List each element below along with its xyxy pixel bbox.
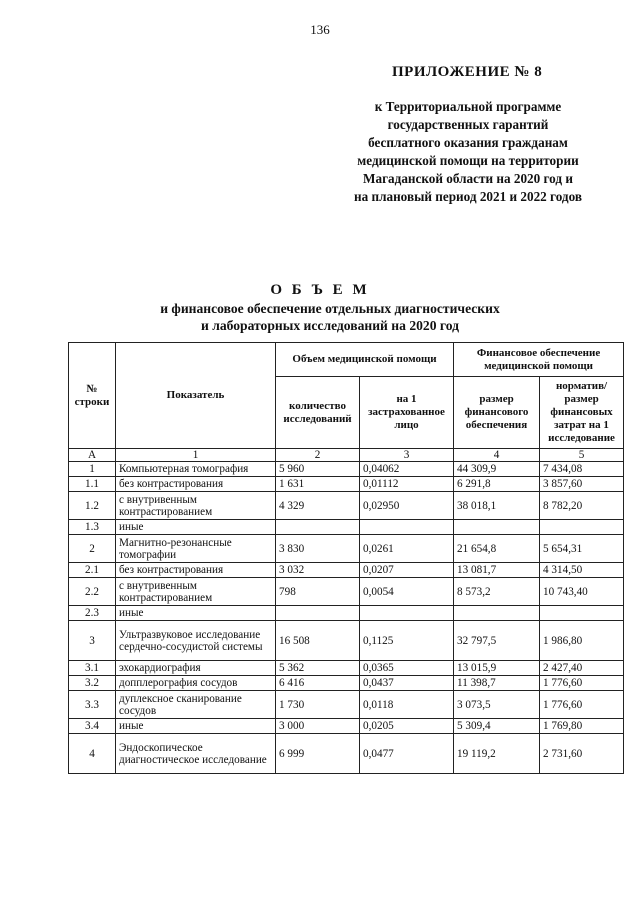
row-label: иные xyxy=(116,719,276,734)
quantity-cell: 5 960 xyxy=(276,462,360,477)
amount-cell: 13 081,7 xyxy=(454,563,540,578)
row-label: Магнитно-резонансные томографии xyxy=(116,535,276,563)
norm-cell: 2 731,60 xyxy=(540,734,624,774)
quantity-cell: 4 329 xyxy=(276,492,360,520)
table-row xyxy=(69,492,624,520)
row-number: 3.3 xyxy=(69,691,116,719)
norm-cell xyxy=(540,606,624,621)
table-row xyxy=(69,563,624,578)
quantity-cell: 6 999 xyxy=(276,734,360,774)
appendix-line: бесплатного оказания гражданам xyxy=(368,135,568,150)
row-label: без контрастирования xyxy=(116,563,276,578)
quantity-cell xyxy=(276,606,360,621)
quantity-cell: 3 830 xyxy=(276,535,360,563)
quantity-cell: 3 032 xyxy=(276,563,360,578)
norm-cell: 8 782,20 xyxy=(540,492,624,520)
per-insured-cell: 0,0205 xyxy=(360,719,454,734)
quantity-cell: 1 631 xyxy=(276,477,360,492)
amount-cell: 19 119,2 xyxy=(454,734,540,774)
data-table xyxy=(68,342,624,774)
table-row xyxy=(69,535,624,563)
amount-cell xyxy=(454,606,540,621)
header-per-insured: на 1 застрахованное лицо xyxy=(360,377,454,449)
norm-cell: 1 776,60 xyxy=(540,691,624,719)
amount-cell: 38 018,1 xyxy=(454,492,540,520)
amount-cell: 5 309,4 xyxy=(454,719,540,734)
index-cell: 4 xyxy=(454,449,540,462)
appendix-line: медицинской помощи на территории xyxy=(357,153,579,168)
table-row xyxy=(69,661,624,676)
per-insured-cell: 0,0207 xyxy=(360,563,454,578)
table-row xyxy=(69,734,624,774)
table-row xyxy=(69,606,624,621)
row-number: 3.1 xyxy=(69,661,116,676)
row-number: 4 xyxy=(69,734,116,774)
quantity-cell: 3 000 xyxy=(276,719,360,734)
table-row xyxy=(69,462,624,477)
per-insured-cell: 0,04062 xyxy=(360,462,454,477)
row-label: без контрастирования xyxy=(116,477,276,492)
appendix-line: на плановый период 2021 и 2022 годов xyxy=(354,189,582,204)
amount-cell: 6 291,8 xyxy=(454,477,540,492)
table-row xyxy=(69,520,624,535)
amount-cell: 3 073,5 xyxy=(454,691,540,719)
subtitle-line: и финансовое обеспечение отдельных диагностических xyxy=(160,301,500,316)
norm-cell: 1 776,60 xyxy=(540,676,624,691)
document-title: О Б Ъ Е М xyxy=(270,282,370,298)
row-label: Компьютерная томография xyxy=(116,462,276,477)
row-number: 1.2 xyxy=(69,492,116,520)
per-insured-cell xyxy=(360,520,454,535)
document-subtitle xyxy=(120,300,540,334)
row-label: дуплексное сканирование сосудов xyxy=(116,691,276,719)
index-cell: А xyxy=(69,449,116,462)
per-insured-cell: 0,0054 xyxy=(360,578,454,606)
per-insured-cell: 0,01112 xyxy=(360,477,454,492)
page-number: 136 xyxy=(310,22,330,37)
header-norm: норматив/размер финансовых затрат на 1 исследование xyxy=(540,377,624,449)
quantity-cell: 798 xyxy=(276,578,360,606)
amount-cell: 21 654,8 xyxy=(454,535,540,563)
index-cell: 5 xyxy=(540,449,624,462)
index-row xyxy=(69,449,624,462)
appendix-line: Магаданской области на 2020 год и xyxy=(363,171,573,186)
per-insured-cell: 0,0118 xyxy=(360,691,454,719)
table-row xyxy=(69,719,624,734)
row-number: 2 xyxy=(69,535,116,563)
index-cell: 3 xyxy=(360,449,454,462)
appendix-title: ПРИЛОЖЕНИЕ № 8 xyxy=(392,64,543,80)
index-cell: 1 xyxy=(116,449,276,462)
row-number: 2.1 xyxy=(69,563,116,578)
norm-cell: 5 654,31 xyxy=(540,535,624,563)
per-insured-cell: 0,0477 xyxy=(360,734,454,774)
per-insured-cell: 0,1125 xyxy=(360,621,454,661)
row-number: 3.2 xyxy=(69,676,116,691)
norm-cell: 7 434,08 xyxy=(540,462,624,477)
quantity-cell: 1 730 xyxy=(276,691,360,719)
amount-cell: 8 573,2 xyxy=(454,578,540,606)
quantity-cell xyxy=(276,520,360,535)
norm-cell: 4 314,50 xyxy=(540,563,624,578)
norm-cell: 10 743,40 xyxy=(540,578,624,606)
row-label: с внутривенным контрастированием xyxy=(116,578,276,606)
row-label: Эндоскопическое диагностическое исследование xyxy=(116,734,276,774)
per-insured-cell: 0,0261 xyxy=(360,535,454,563)
norm-cell: 1 986,80 xyxy=(540,621,624,661)
per-insured-cell: 0,0437 xyxy=(360,676,454,691)
quantity-cell: 5 362 xyxy=(276,661,360,676)
appendix-line: к Территориальной программе xyxy=(374,99,562,114)
amount-cell: 32 797,5 xyxy=(454,621,540,661)
row-label: допплерография сосудов xyxy=(116,676,276,691)
norm-cell: 1 769,80 xyxy=(540,719,624,734)
row-number: 2.2 xyxy=(69,578,116,606)
table-row xyxy=(69,621,624,661)
header-row-number: № строки xyxy=(69,343,116,449)
norm-cell: 2 427,40 xyxy=(540,661,624,676)
appendix-subtitle xyxy=(328,98,608,206)
row-number: 1 xyxy=(69,462,116,477)
row-label: Ультразвуковое исследование сердечно-сосудистой системы xyxy=(116,621,276,661)
amount-cell: 11 398,7 xyxy=(454,676,540,691)
header-amount: размер финансового обеспечения xyxy=(454,377,540,449)
row-number: 3 xyxy=(69,621,116,661)
table-row xyxy=(69,691,624,719)
row-number: 3.4 xyxy=(69,719,116,734)
per-insured-cell: 0,02950 xyxy=(360,492,454,520)
quantity-cell: 16 508 xyxy=(276,621,360,661)
table-row xyxy=(69,477,624,492)
table-row xyxy=(69,578,624,606)
row-label: эхокардиография xyxy=(116,661,276,676)
subtitle-line: и лабораторных исследований на 2020 год xyxy=(200,318,460,333)
row-number: 1.1 xyxy=(69,477,116,492)
table-row xyxy=(69,676,624,691)
amount-cell: 13 015,9 xyxy=(454,661,540,676)
appendix-line: государственных гарантий xyxy=(387,117,549,132)
per-insured-cell: 0,0365 xyxy=(360,661,454,676)
row-label: иные xyxy=(116,520,276,535)
amount-cell xyxy=(454,520,540,535)
norm-cell: 3 857,60 xyxy=(540,477,624,492)
index-cell: 2 xyxy=(276,449,360,462)
row-label: иные xyxy=(116,606,276,621)
per-insured-cell xyxy=(360,606,454,621)
row-number: 1.3 xyxy=(69,520,116,535)
amount-cell: 44 309,9 xyxy=(454,462,540,477)
norm-cell xyxy=(540,520,624,535)
header-indicator: Показатель xyxy=(116,343,276,449)
header-volume-group: Объем медицинской помощи xyxy=(276,343,454,377)
row-label: с внутривенным контрастированием xyxy=(116,492,276,520)
header-finance-group: Финансовое обеспечение медицинской помощи xyxy=(454,343,624,377)
row-number: 2.3 xyxy=(69,606,116,621)
header-quantity: количество исследований xyxy=(276,377,360,449)
quantity-cell: 6 416 xyxy=(276,676,360,691)
